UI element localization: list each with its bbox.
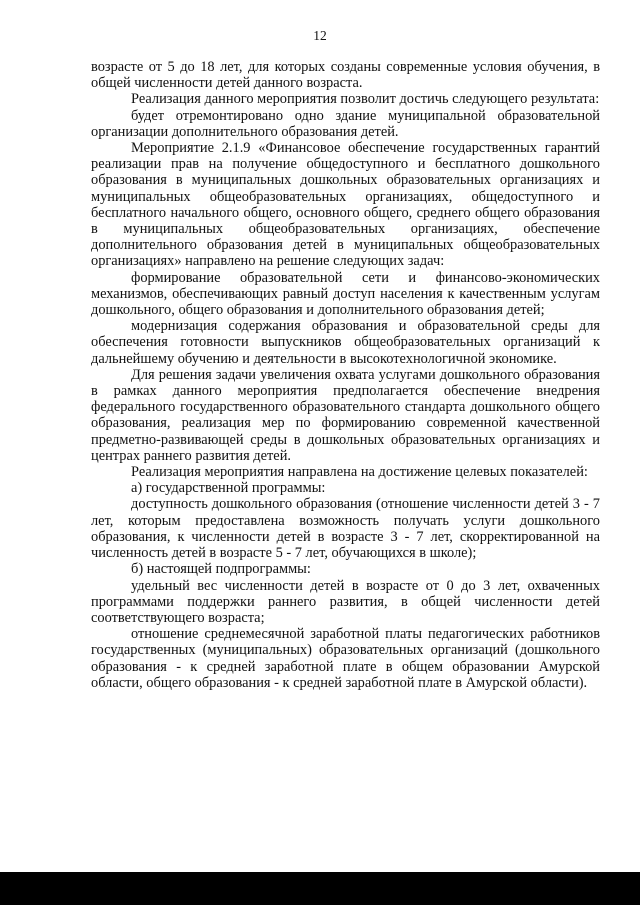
document-body — [91, 59, 600, 691]
paragraph: Мероприятие 2.1.9 «Финансовое обеспечение государственных гарантий реализации прав на получение общедоступного и бесплатного дошкольного образования в муниципальных дошкольных образовательных организациях и муниципальных общеобразовательных организациях, общедоступного и бесплатного начального общего, основного общего, среднего общего образования в муниципальных общеобразовательных организациях, обеспечение дополнительного образования детей в муниципальных общеобразовательных организациях» направлено на решение следующих задач: — [91, 140, 600, 270]
paragraph: модернизация содержания образования и образовательной среды для обеспечения готовности выпускников общеобразовательных организаций к дальнейшему обучению и деятельности в высокотехнологичной экономике. — [91, 318, 600, 367]
paragraph: удельный вес численности детей в возрасте от 0 до 3 лет, охваченных программами поддержки раннего развития, в общей численности детей соответствующего возраста; — [91, 577, 600, 626]
paragraph: б) настоящей подпрограммы: — [131, 561, 311, 578]
paragraph: Реализация данного мероприятия позволит достичь следующего результата: — [131, 91, 600, 108]
page-number: 12 — [313, 28, 327, 43]
paragraph: возрасте от 5 до 18 лет, для которых созданы современные условия обучения, в общей численности детей данного возраста. — [91, 59, 600, 92]
paragraph: Для решения задачи увеличения охвата услугами дошкольного образования в рамках данного мероприятия предполагается обеспечение внедрения федерального государственного образовательного стандарта дошкольного общего образования, реализация мер по формированию современной качественной предметно-развивающей среды в дошкольных образовательных организациях и центрах раннего развития детей. — [91, 366, 600, 464]
paragraph: отношение среднемесячной заработной платы педагогических работников государственных (муниципальных) образовательных организаций (дошкольного образования - к средней заработной плате в общем образовании Амурской области, общего образования - к средней заработной плате в Амурской области). — [91, 626, 600, 691]
paragraph: будет отремонтировано одно здание муниципальной образовательной организации дополнительного образования детей. — [91, 107, 600, 140]
paragraph: доступность дошкольного образования (отношение численности детей 3 - 7 лет, которым предоставлена возможность получать услуги дошкольного образования, к численности детей в возрасте 3 - 7 лет, скорректированной на численность детей в возрасте 5 - 7 лет, обучающихся в школе); — [91, 496, 600, 562]
paragraph: Реализация мероприятия направлена на достижение целевых показателей: — [131, 464, 588, 481]
scan-edge-bar — [0, 872, 640, 905]
paragraph: формирование образовательной сети и финансово-экономических механизмов, обеспечивающих равный доступ населения к качественным услугам дошкольного, общего образования и дополнительного образования детей; — [91, 269, 600, 319]
paragraph: а) государственной программы: — [131, 480, 326, 497]
